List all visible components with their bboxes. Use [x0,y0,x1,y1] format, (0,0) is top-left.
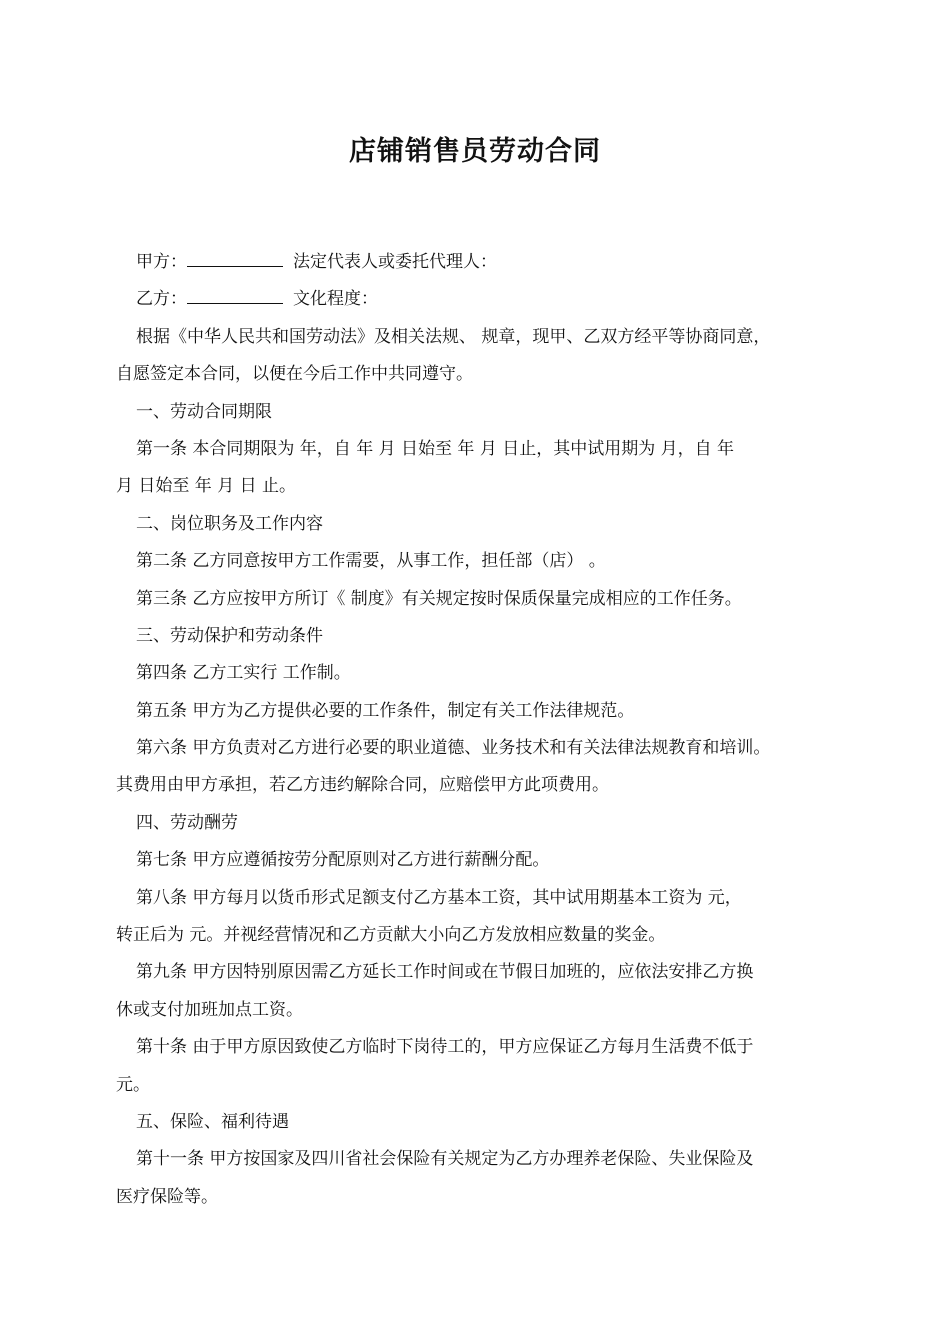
party-b-blank [187,287,283,304]
party-a-line [116,244,856,281]
party-b-label: 乙方： [136,289,187,310]
clause-line: 第四条 乙方工实行 工作制。 [136,663,351,684]
clause-line: 第九条 甲方因特别原因需乙方延长工作时间或在节假日加班的，应依法安排乙方换 [136,962,754,983]
clause-line: 第十条 由于甲方原因致使乙方临时下岗待工的，甲方应保证乙方每月生活费不低于 [136,1037,754,1058]
paragraph-line: 根据《中华人民共和国劳动法》及相关法规、 规章，现甲、乙双方经平等协商同意， [136,326,771,347]
section-heading: 三、劳动保护和劳动条件 [136,625,323,646]
clause-line: 第八条 甲方每月以货币形式足额支付乙方基本工资，其中试用期基本工资为 元， [136,887,742,908]
clause-line: 第七条 甲方应遵循按劳分配原则对乙方进行薪酬分配。 [136,850,550,871]
party-a-rep-label: 法定代表人或委托代理人： [293,252,497,272]
clause-line: 月 日始至 年 月 日 止。 [116,476,297,497]
clause-line: 转正后为 元。并视经营情况和乙方贡献大小向乙方发放相应数量的奖金。 [116,925,666,946]
clause-line: 第一条 本合同期限为 年，自 年 月 日始至 年 月 日止，其中试用期为 月，自 年 [136,438,735,459]
party-b-education-label: 文化程度： [293,289,378,310]
clause-line: 元。 [116,1074,150,1095]
document-body [116,244,856,1216]
clause-line: 休或支付加班加点工资。 [116,999,303,1020]
document-title: 店铺销售员劳动合同 [349,136,601,167]
clause-line: 医疗保险等。 [116,1186,218,1207]
section-heading: 四、劳动酬劳 [136,812,238,833]
party-a-label: 甲方： [136,252,187,272]
clause-line: 第五条 甲方为乙方提供必要的工作条件，制定有关工作法律规范。 [136,700,635,721]
section-heading: 五、保险、福利待遇 [136,1111,289,1132]
clause-line: 第三条 乙方应按甲方所订《 制度》有关规定按时保质保量完成相应的工作任务。 [136,588,742,609]
clause-line: 其费用由甲方承担，若乙方违约解除合同，应赔偿甲方此项费用。 [116,775,609,796]
clause-line: 第六条 甲方负责对乙方进行必要的职业道德、业务技术和有关法律法规教育和培训。 [136,738,771,759]
paragraph-line: 自愿签定本合同，以便在今后工作中共同遵守。 [116,364,473,385]
party-a-blank [187,250,283,267]
section-heading: 二、岗位职务及工作内容 [136,513,323,534]
section-heading: 一、劳动合同期限 [136,401,272,422]
party-b-line [116,281,856,318]
clause-line: 第二条 乙方同意按甲方工作需要，从事工作，担任部（店） 。 [136,551,606,572]
clause-line: 第十一条 甲方按国家及四川省社会保险有关规定为乙方办理养老保险、失业保险及 [136,1149,754,1170]
